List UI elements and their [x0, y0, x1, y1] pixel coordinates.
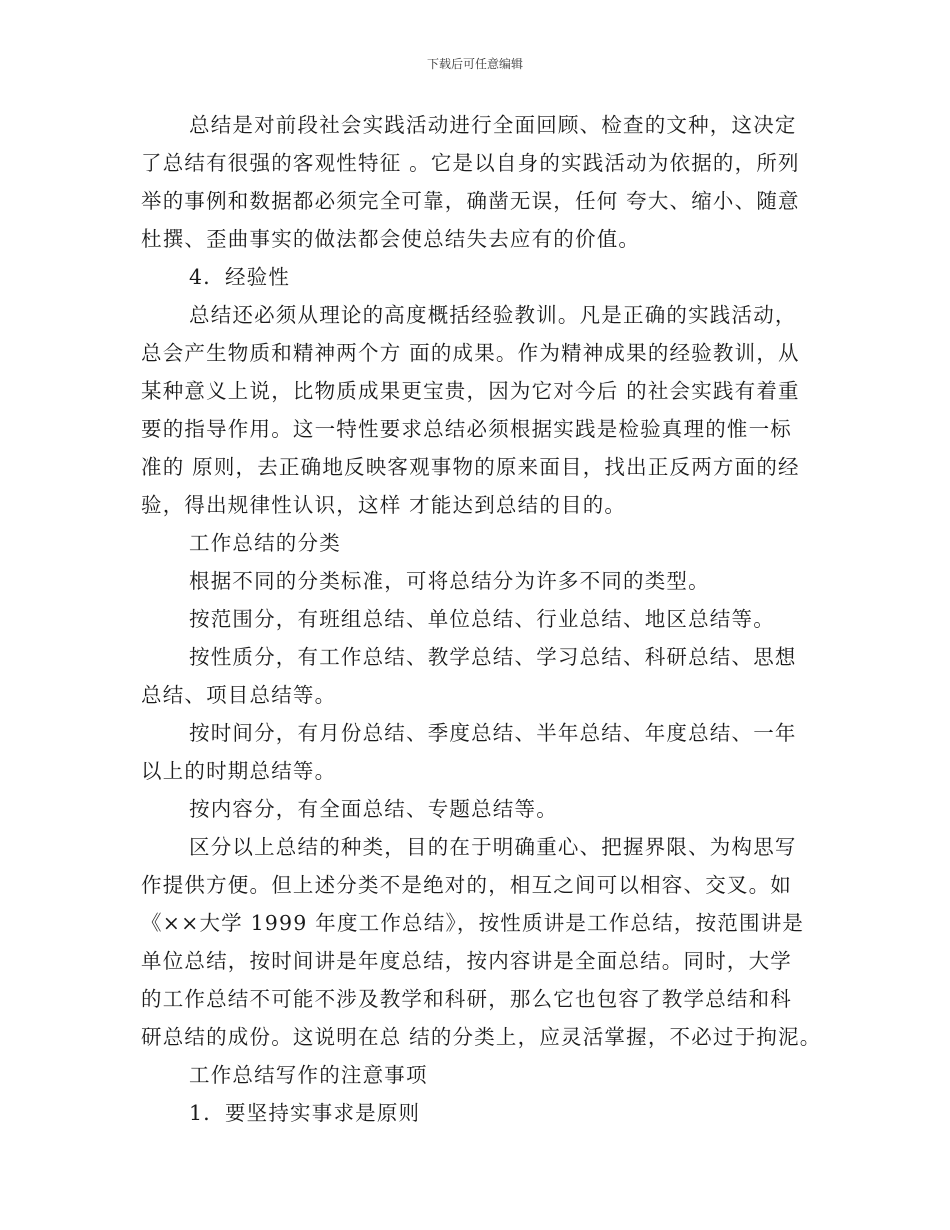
section-heading: 工作总结写作的注意事项 [189, 1063, 428, 1087]
body-line: 根据不同的分类标准，可将总结分为许多不同的类型。 [189, 569, 710, 593]
body-line: 按性质分，有工作总结、教学总结、学习总结、科研总结、思想 [189, 645, 797, 669]
body-line: 总结是对前段社会实践活动进行全面回顾、检查的文种，这决定 [189, 113, 797, 137]
body-line: 总会产生物质和精神两个方 面的成果。作为精神成果的经验教训，从 [141, 341, 800, 365]
body-line: 总结还必须从理论的高度概括经验教训。凡是正确的实践活动， [189, 303, 797, 327]
body-line: 《××大学 1999 年度工作总结》，按性质讲是工作总结，按范围讲是 [141, 911, 805, 935]
document-body [141, 106, 822, 1132]
body-line: 准的 原则，去正确地反映客观事物的原来面目，找出正反两方面的经 [141, 455, 800, 479]
body-line: 作提供方便。但上述分类不是绝对的，相互之间可以相容、交叉。如 [141, 873, 792, 897]
body-line: 某种意义上说，比物质成果更宝贵，因为它对今后 的社会实践有着重 [141, 379, 800, 403]
body-line: 单位总结，按时间讲是年度总结，按内容讲是全面总结。同时，大学 [141, 949, 792, 973]
body-line: 按时间分，有月份总结、季度总结、半年总结、年度总结、一年 [189, 721, 797, 745]
body-line: 了总结有很强的客观性特征 。它是以自身的实践活动为依据的，所列 [141, 151, 800, 175]
body-line: 研总结的成份。这说明在总 结的分类上，应灵活掌握，不必过于拘泥。 [141, 1025, 822, 1049]
body-line: 举的事例和数据都必须完全可靠，确凿无误，任何 夸大、缩小、随意 [141, 189, 800, 213]
page-header-note: 下载后可任意编辑 [426, 57, 523, 71]
section-heading: 1．要坚持实事求是原则 [189, 1101, 421, 1125]
body-line: 以上的时期总结等。 [141, 759, 337, 783]
body-line: 按内容分，有全面总结、专题总结等。 [189, 797, 558, 821]
body-line: 杜撰、歪曲事实的做法都会使总结失去应有的价值。 [141, 227, 641, 251]
body-line: 验，得出规律性认识，这样 才能达到总结的目的。 [141, 493, 627, 517]
body-line: 总结、项目总结等。 [141, 683, 337, 707]
body-line: 的工作总结不可能不涉及教学和科研，那么它也包容了教学总结和科 [141, 987, 792, 1011]
section-heading: 4．经验性 [189, 265, 291, 289]
body-line: 要的指导作用。这一特性要求总结必须根据实践是检验真理的惟一标 [141, 417, 792, 441]
body-line: 区分以上总结的种类，目的在于明确重心、把握界限、为构思写 [189, 835, 797, 859]
section-heading: 工作总结的分类 [189, 531, 341, 555]
body-line: 按范围分，有班组总结、单位总结、行业总结、地区总结等。 [189, 607, 775, 631]
